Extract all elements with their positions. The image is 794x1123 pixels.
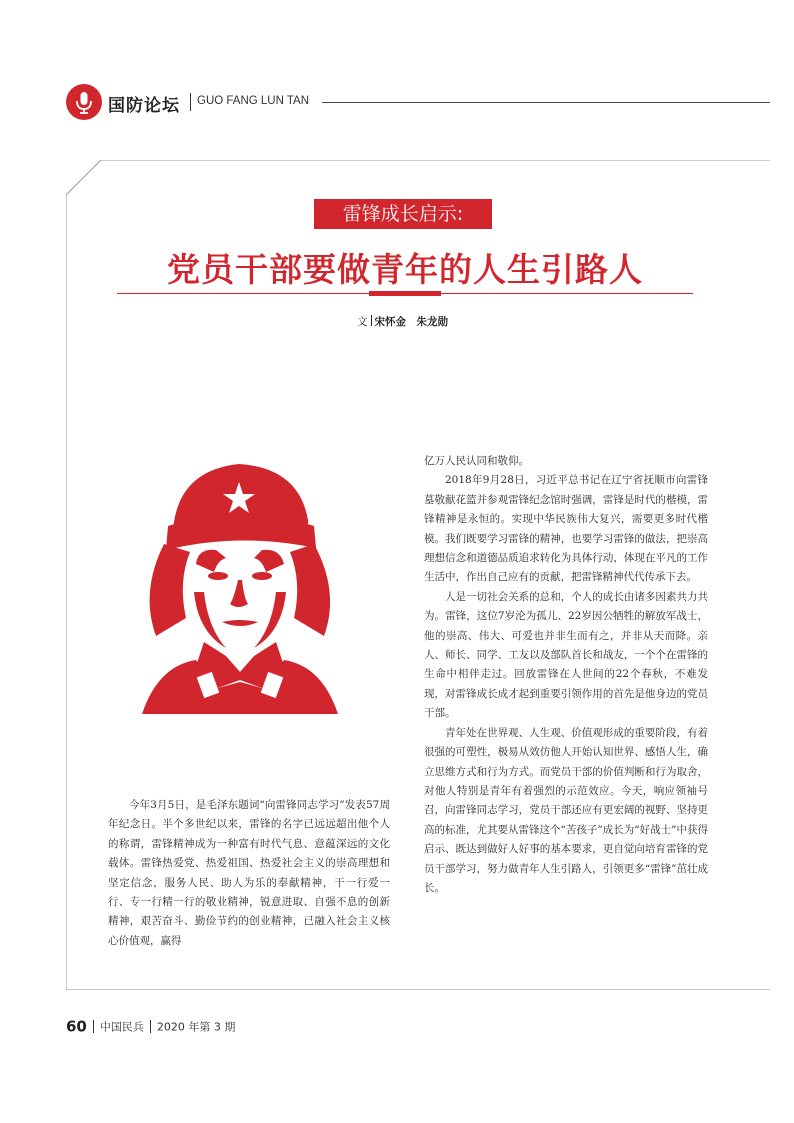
body-column-left (108, 796, 390, 951)
byline-divider (371, 315, 372, 326)
byline-label: 文 (357, 316, 368, 328)
microphone-icon (66, 84, 102, 120)
paragraph: 亿万人民认同和敬仰。 (424, 455, 529, 467)
byline (357, 314, 448, 329)
footer-divider (150, 1020, 151, 1033)
section-title: 国防论坛 (108, 96, 180, 116)
headline-rule-accent (369, 291, 441, 296)
headline-kicker: 雷锋成长启示: (314, 199, 492, 229)
section-header (66, 84, 770, 120)
footer-divider (93, 1020, 94, 1033)
issue-label: 2020 年第 3 期 (156, 1020, 236, 1034)
section-pinyin: GUO FANG LUN TAN (197, 95, 310, 107)
header-rule (322, 102, 770, 103)
paragraph: 人是一切社会关系的总和，个人的成长由诸多因素共力共为。雷锋，这位7岁沦为孤儿、22岁因公牺牲的解放军战士，他的崇高、伟大、可爱也并非生而有之，并非从天而降。亲人、师长、同学、工友以及部队首长和战友，一个个在雷锋的生命中相伴走过。回放雷锋在人世间的22个春秋，不难发现，对雷锋成长成才起到重要引领作用的首先是他身边的党员干部。 (424, 590, 708, 720)
paragraph: 2018年9月28日，习近平总书记在辽宁省抚顺市向雷锋墓敬献花篮并参观雷锋纪念馆时强调，雷锋是时代的楷模，雷锋精神是永恒的。实现中华民族伟大复兴，需要更多时代楷模。我们既要学习雷锋的精神，也要学习雷锋的做法，把崇高理想信念和道德品质追求转化为具体行动，体现在平凡的工作生活中，作出自己应有的贡献，把雷锋精神代代传承下去。 (424, 474, 708, 584)
section-divider (190, 93, 191, 111)
paragraph: 今年3月5日，是毛泽东题词“向雷锋同志学习”发表57周年纪念日。半个多世纪以来，雷锋的名字已远远超出他个人的称谓，雷锋精神成为一种富有时代气息、意蕴深远的文化载体。雷锋热爱党、热爱祖国、热爱社会主义的崇高理想和坚定信念，服务人民、助人为乐的奉献精神，干一行爱一行、专一行精一行的敬业精神，锐意进取、自强不息的创新精神，艰苦奋斗、勤俭节约的创业精神，已融入社会主义核心价值观，赢得 (108, 799, 390, 947)
paragraph: 青年处在世界观、人生观、价值观形成的重要阶段，有着很强的可塑性，极易从效仿他人开始认知世界、感悟人生，确立思维方式和行为方式。而党员干部的价值判断和行为取舍，对他人特别是青年有着强烈的示范效应。今天，响应领袖号召，向雷锋同志学习，党员干部还应有更宏阔的视野、坚持更高的标准，尤其要从雷锋这个“苦孩子”成长为“好战士”中获得启示、既达到做好人好事的基本要求，更自觉向培育雷锋的党员干部学习，努力做青年人生引路人，引领更多“雷锋”茁壮成长。 (424, 726, 708, 894)
lei-feng-portrait (134, 452, 344, 714)
byline-authors: 宋怀金 朱龙勋 (374, 316, 448, 328)
body-column-right (424, 452, 708, 898)
page-number: 60 (66, 1017, 87, 1036)
magazine-name: 中国民兵 (99, 1020, 144, 1034)
page-footer (66, 1016, 235, 1036)
headline: 党员干部要做青年的人生引路人 (167, 250, 643, 289)
